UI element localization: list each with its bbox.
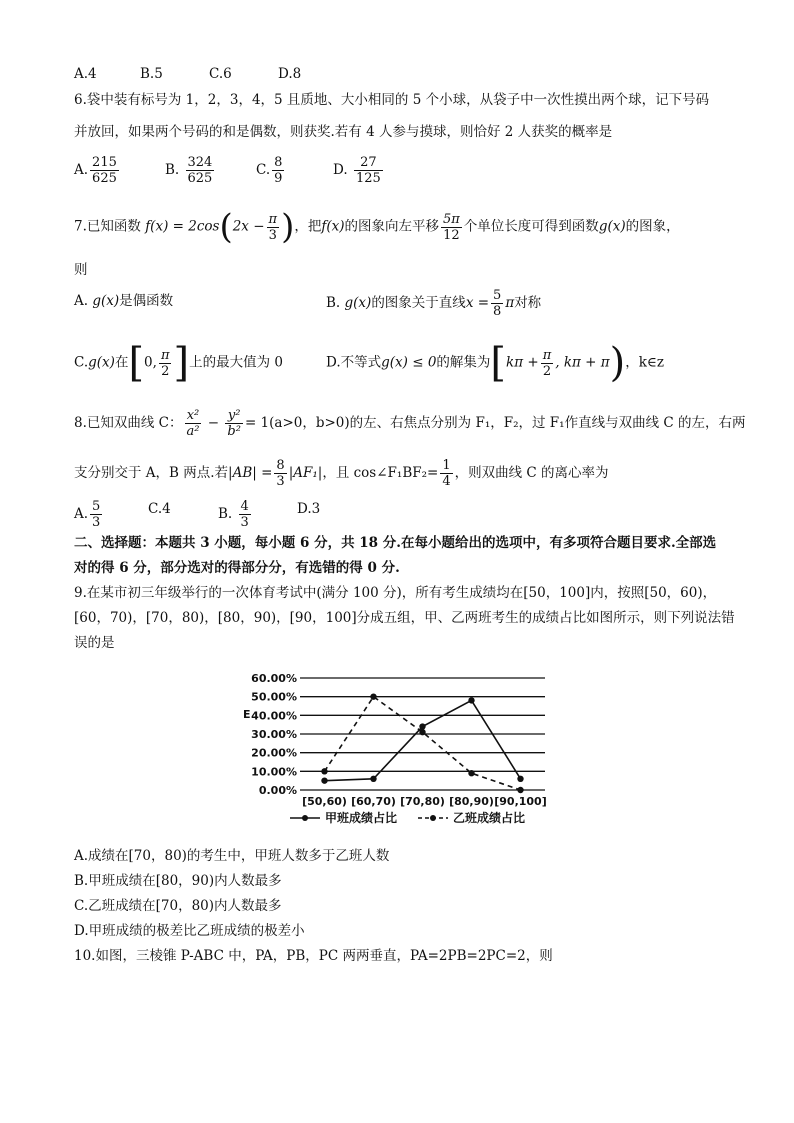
q6-line-2: 并放回，如果两个号码的和是偶数，则获奖.若有 4 人参与摸球，则恰好 2 人获奖的概率是 [74,124,613,140]
option-label: B. [218,506,233,522]
close-paren: ) [281,207,295,247]
q5-option-b: B.5 [140,66,163,82]
numerator: 1 [442,458,451,473]
q9-line-2: [60，70)，[70，80)，[80，90)，[90，100]分成五组，甲、乙两班考生的成绩占比如图所示，则下列说法错 [74,610,735,626]
q7-line-2: 则 [74,262,88,278]
denominator: a² [186,424,200,439]
q9-line-1: 9.在某市初三年级举行的一次体育考试中(满分 100 分)，所有考生成绩均在[50，100]内，按照[50，60)， [74,585,717,601]
q7-line-1 [74,207,680,247]
variable-x: x = [465,295,490,311]
y-tick-label: 50.00% [251,690,297,704]
series-1-point [517,776,523,782]
q7-option-c [74,340,283,386]
series-1-point [419,723,425,729]
open-paren: ( [219,207,233,247]
q5-option-a: A.4 [74,66,97,82]
fraction [440,458,452,489]
x-tick-label: [80,90) [449,795,494,808]
q6-line-1: 6.袋中装有标号为 1，2，3，4，5 且质地、大小相同的 5 个小球，从袋子中一次性摸出两个球，记下号码 [74,92,710,108]
numerator: 324 [187,155,213,170]
q9-option-b: B.甲班成绩在[80，90)内人数最多 [74,873,282,889]
legend-marker-1 [302,815,308,821]
x-tick-label: [50,60) [302,795,347,808]
fraction [90,155,119,186]
fraction [225,408,243,439]
q6-option-b [165,155,216,186]
denominator: 625 [92,171,117,186]
q7-function-g: g(x) [598,218,626,235]
option-text: 的图象关于直线 [371,295,466,311]
q7-arg: 2x − [232,218,265,235]
q7-text: ，把 [294,218,322,235]
q7-text: 的图象， [625,218,680,235]
close-bracket: ) [609,340,626,386]
option-text: 的解集为 [436,354,491,371]
x-tick-label: [60,70) [351,795,396,808]
y-tick-label: 30.00% [251,728,297,741]
section-2-line-2: 对的得 6 分，部分选对的得部分分，有选错的得 0 分. [74,560,400,576]
x-tick-label: [90,100] [494,795,547,808]
series-1-point [321,777,327,783]
open-bracket: [ [128,340,145,386]
q8-text: ，则双曲线 C 的离心率为 [454,465,609,481]
option-text: 是偶函数 [119,293,174,309]
denominator: 9 [274,171,283,186]
q9-line-3: 误的是 [74,635,115,651]
q8-option-c: C.4 [148,501,171,517]
q7-text: 个单位长度可得到函数 [463,218,599,235]
chart-x-ticks [302,795,547,808]
numerator: π [542,347,552,363]
open-bracket: [ [490,340,507,386]
legend-label-1: 甲班成绩占比 [325,811,398,825]
q6-option-d [333,155,385,186]
chart-y-ticks [251,672,297,797]
denominator: 3 [268,227,277,243]
numerator: π [268,211,278,227]
legend-label-2: 乙班成绩占比 [453,811,526,825]
score-ratio-line-chart [240,662,550,832]
y-tick-label: 0.00% [258,784,297,797]
interval-end: , kπ + π [555,354,610,371]
q9-option-a: A.成绩在[70，80)的考生中，甲班人数多于乙班人数 [74,848,390,864]
denominator: 2 [542,363,552,379]
q7-text: 的图象向左平移 [344,218,439,235]
interval-start: kπ + [506,354,539,371]
chart-legend [290,810,525,825]
q8-text: ，且 cos∠F₁BF₂= [322,465,439,481]
interval-start: 0, [144,354,157,371]
abs-af1: |AF₁| [288,465,323,481]
q7-function-f2: f(x) [321,218,345,235]
fraction [541,348,554,379]
option-text: 对称 [514,295,542,311]
function-g: g(x) [88,354,115,371]
numerator: 5 [92,499,101,514]
q8-text: 支分别交于 A，B 两点.若 [74,465,229,481]
numerator: 5 [493,288,502,303]
pi-symbol: π [505,295,515,311]
denominator: 2 [161,363,170,379]
denominator: 3 [92,515,101,530]
q7-function-f: f(x) = 2cos [145,218,220,235]
option-label: B. [326,295,341,311]
denominator: 125 [355,171,381,186]
option-label: C. [74,354,89,371]
denominator: 3 [240,515,249,530]
q7-option-a [74,291,173,311]
q7-option-d [326,340,665,386]
close-bracket: ] [173,340,190,386]
q8-option-d: D.3 [297,501,321,517]
option-label: A. [74,162,89,178]
q8-prefix: 8.已知双曲线 C： [74,415,183,431]
fraction [186,155,215,186]
numerator: x² [185,408,202,424]
option-label: A. [74,506,89,522]
numerator: 27 [354,155,383,171]
numerator: 8 [274,155,283,170]
option-label: D.不等式 [326,354,382,371]
q9-option-c: C.乙班成绩在[70，80)内人数最多 [74,898,282,914]
q9-option-d: D.甲班成绩的极差比乙班成绩的极差小 [74,923,305,939]
equals-one: = 1 [244,415,270,431]
numerator: 215 [92,155,117,170]
denominator: 4 [442,474,451,489]
q8-condition: (a>0，b>0)的左、右焦点分别为 F₁，F₂，过 F₁作直线与双曲线 C 的左，右两 [269,415,746,431]
y-tick-label: 20.00% [251,746,297,760]
y-tick-label: 10.00% [251,765,297,779]
series-1-point [468,697,474,703]
fraction [491,288,503,319]
y-tick-label: 40.00% [251,709,297,723]
option-label: D. [333,162,348,178]
numerator: π [160,347,170,363]
q6-option-c [256,155,286,186]
series-2-point [321,768,327,774]
y-tick-label: 60.00% [251,672,297,685]
option-label: C. [256,162,271,178]
fraction [159,348,172,379]
denominator: 625 [187,171,213,186]
fraction [441,212,462,243]
series-2-point [419,729,425,735]
fraction [267,212,280,243]
x-tick-label: [70,80) [400,795,445,808]
section-2-line-1: 二、选择题：本题共 3 小题，每小题 6 分，共 18 分.在每小题给出的选项中，有多项符合题目要求.全部选 [74,535,717,551]
function-g: g(x) [92,293,120,309]
option-text: 上的最大值为 0 [189,354,283,371]
option-text: 在 [114,354,129,371]
q6-option-a [74,155,121,186]
denominator: 12 [443,227,460,243]
option-text: ，k∈z [625,354,665,371]
q7-option-b [326,288,541,319]
q8-option-a [74,499,104,530]
fraction [272,155,284,186]
q8-line-1: 8.已知双曲线 C： $\frac{\text{x²}}{\text{a²}}$ − $\frac{\text{y²}}{\text{b²}}$ = 1(a>0，b>0)的左、右焦点分别为 F₁，F₂，过 F₁作直线与双曲线 C 的左，右两 [74,408,746,439]
fraction [185,408,202,439]
chart-stray-label: E [243,708,251,721]
q5-option-d: D.8 [278,66,302,82]
numerator: 4 [240,499,249,514]
chart-series [321,693,523,793]
q8-line-2 [74,458,609,489]
abs-ab: |AB| = [228,465,273,481]
numerator: y² [225,408,243,424]
q5-option-c: C.6 [209,66,232,82]
denominator: 8 [493,304,502,319]
series-line-1 [325,700,521,780]
q7-prefix: 7.已知函数 [74,218,141,235]
numerator: 5π [442,211,460,227]
series-line-2 [325,697,521,790]
option-label: A. [74,293,89,309]
legend-marker-2 [430,815,436,821]
series-2-point [517,787,523,793]
fraction [90,499,102,530]
fraction [354,155,383,186]
function-g: g(x) [344,295,372,311]
option-label: B. [165,162,180,178]
series-2-point [468,770,474,776]
numerator: 8 [276,458,285,473]
q8-option-b [218,499,253,530]
fraction [274,458,286,489]
series-2-point [370,693,376,699]
series-1-point [370,776,376,782]
denominator: 3 [276,474,285,489]
q10-line-1: 10.如图，三棱锥 P-ABC 中，PA，PB，PC 两两垂直，PA=2PB=2PC=2，则 [74,948,553,964]
fraction [239,499,251,530]
denominator: b² [227,424,241,439]
function-g: g(x) ≤ 0 [381,354,437,371]
